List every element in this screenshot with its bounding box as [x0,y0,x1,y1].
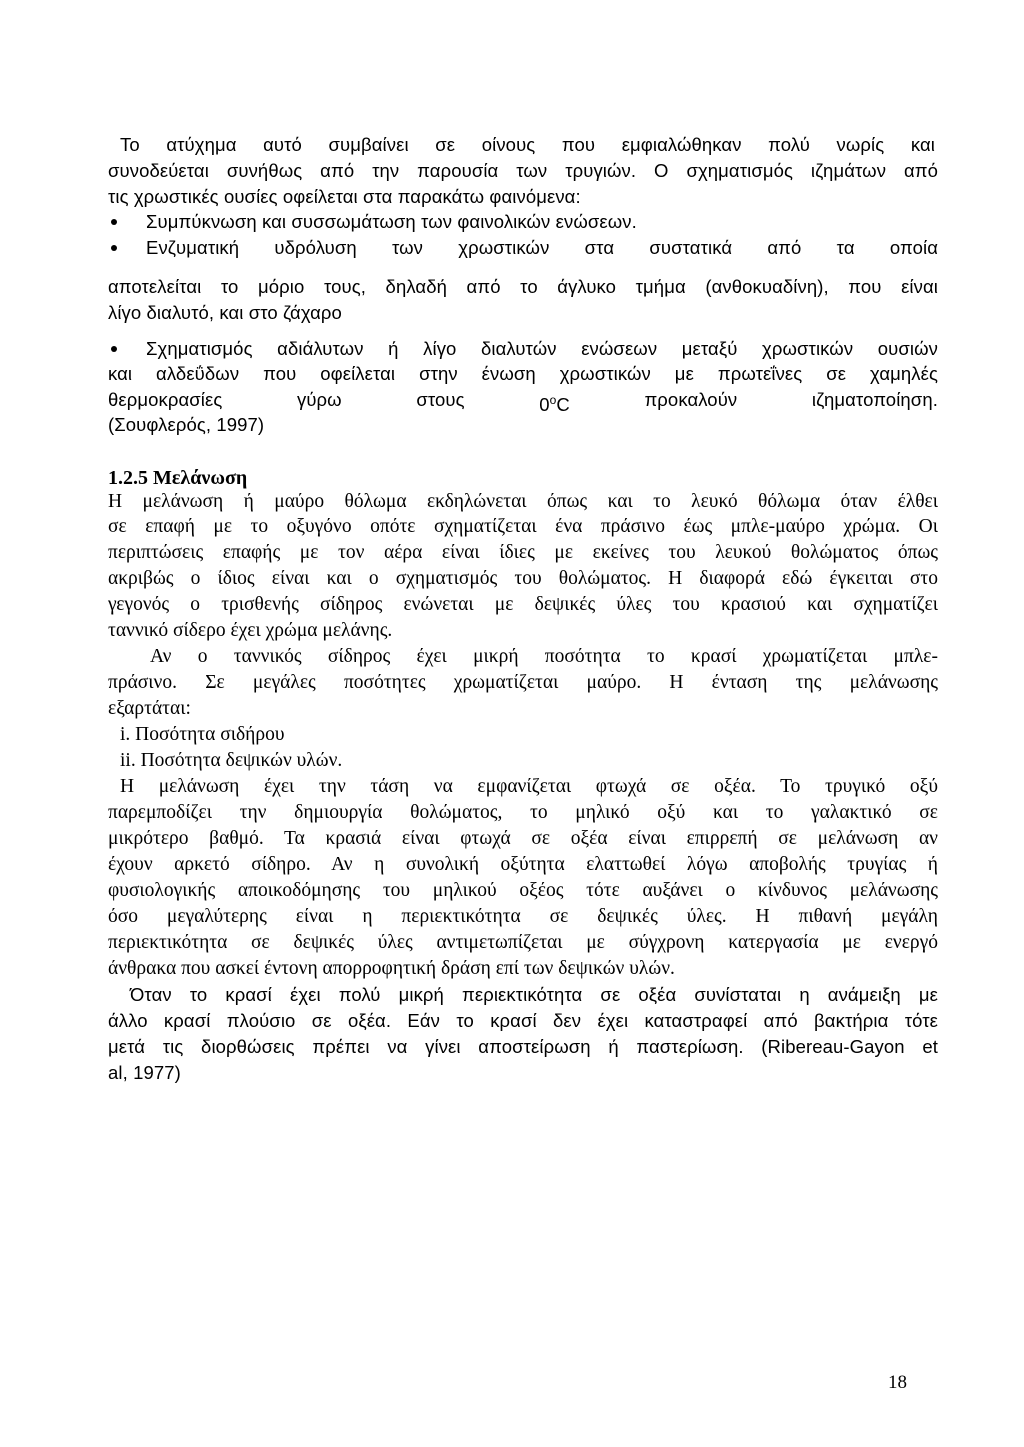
paragraph-line: Η μελάνωση ή μαύρο θόλωμα εκδηλώνεται όπως και το λευκό θόλωμα όταν έλθει [108,491,938,512]
paragraph-line: άλλο κρασί πλούσιο σε οξέα. Εάν το κρασί δεν έχει καταστραφεί από βακτήρια τότε [108,1010,938,1031]
paragraph-line: ταννικό σίδερο έχει χρώμα μελάνης. [108,620,393,641]
paragraph-line: περιεκτικότητα σε δεψικές ύλες αντιμετωπίζεται με σύγχρονη κατεργασία με ενεργό [108,932,938,953]
line-word: ιζηματοποίηση. [811,389,938,410]
paragraph-line: φυσιολογικής αποικοδόμησης του μηλικού οξέος τότε αυξάνει ο κίνδυνος μελάνωσης [108,880,938,901]
bullet-item: Σχηματισμός αδιάλυτων ή λίγο διαλυτών ενώσεων μεταξύ χρωστικών ουσιών [146,338,938,359]
paragraph-line: γεγονός ο τρισθενής σίδηρος ενώνεται με δεψικές ύλες του κρασιού και σχηματίζει [108,594,938,615]
paragraph-line: μικρότερο βαθμό. Τα κρασιά είναι φτωχά σε οξέα είναι επιρρεπή σε μελάνωση αν [108,828,938,849]
paragraph-line: τις χρωστικές ουσίες οφείλεται στα παρακάτω φαινόμενα: [108,186,581,207]
paragraph-line: al, 1977) [108,1062,181,1083]
paragraph-line: λίγο διαλυτό, και στο ζάχαρο [108,302,342,323]
citation: (Σουφλερός, 1997) [108,414,265,435]
list-item: i. Ποσότητα σιδήρου [120,724,285,745]
line-word: προκαλούν [644,389,738,410]
paragraph-line: και αλδεΰδων που οφείλεται στην ένωση χρωστικών με πρωτεΐνες σε χαμηλές [108,363,938,384]
bullet-item: Ενζυματική υδρόλυση των χρωστικών στα συστατικά από τα οποία [146,237,938,258]
paragraph-line: σε επαφή με το οξυγόνο οπότε σχηματίζεται ένα πράσινο έως μπλε-μαύρο χρώμα. Οι [108,516,938,537]
page-number: 18 [888,1372,907,1393]
paragraph-line: Όταν το κρασί έχει πολύ μικρή περιεκτικότητα σε οξέα συνίσταται η ανάμειξη με [130,984,938,1005]
paragraph-line: μετά τις διορθώσεις πρέπει να γίνει αποστείρωση ή παστερίωση. (Ribereau-Gayon et [108,1036,938,1057]
paragraph-line: όσο μεγαλύτερης είναι η περιεκτικότητα σε δεψικές ύλες. Η πιθανή μεγάλη [108,906,938,927]
paragraph-line: παρεμποδίζει την δημιουργία θολώματος, το μηλικό οξύ και το γαλακτικό σε [108,802,938,823]
line-word: γύρω [296,389,342,410]
paragraph-line: αποτελείται το μόριο τους, δηλαδή από το άγλυκο τμήμα (ανθοκυαδίνη), που είναι [108,276,938,297]
line-word: 0$^o$C [539,393,570,415]
line-word: θερμοκρασίες [108,389,223,410]
bullet-item: Συμπύκνωση και συσσωμάτωση των φαινολικών ενώσεων. [146,211,637,232]
paragraph-line: Η μελάνωση έχει την τάση να εμφανίζεται φτωχά σε οξέα. Το τρυγικό οξύ [120,776,938,797]
paragraph-line: πράσινο. Σε μεγάλες ποσότητες χρωματίζεται μαύρο. Η ένταση της μελάνωσης [108,672,938,693]
paragraph-line: περιπτώσεις επαφής με τον αέρα είναι ίδιες με εκείνες του λευκού θολώματος όπως [108,542,938,563]
paragraph-line: συνοδεύεται συνήθως από την παρουσία των τρυγιών. Ο σχηματισμός ιζημάτων από [108,160,938,181]
bullet-icon [111,219,117,225]
list-item: ii. Ποσότητα δεψικών υλών. [120,750,343,771]
paragraph-line: Αν ο ταννικός σίδηρος έχει μικρή ποσότητα το κρασί χρωματίζεται μπλε- [150,646,938,667]
bullet-icon [111,245,117,251]
paragraph-line: έχουν αρκετό σίδηρο. Αν η συνολική οξύτητα ελαττωθεί λόγω αποβολής τρυγίας ή [108,854,938,875]
line-word: στους [416,389,465,410]
paragraph-line: Το ατύχημα αυτό συμβαίνει σε οίνους που εμφιαλώθηκαν πολύ νωρίς και [120,134,935,155]
paragraph-line: άνθρακα που ασκεί έντονη απορροφητική δράση επί των δεψικών υλών. [108,958,675,979]
paragraph-line: ακριβώς ο ίδιος είναι και ο σχηματισμός του θολώματος. Η διαφορά εδώ έγκειται στο [108,568,938,589]
bullet-icon [111,346,117,352]
section-heading: 1.2.5 Μελάνωση [108,467,248,489]
paragraph-line: εξαρτάται: [108,698,191,719]
